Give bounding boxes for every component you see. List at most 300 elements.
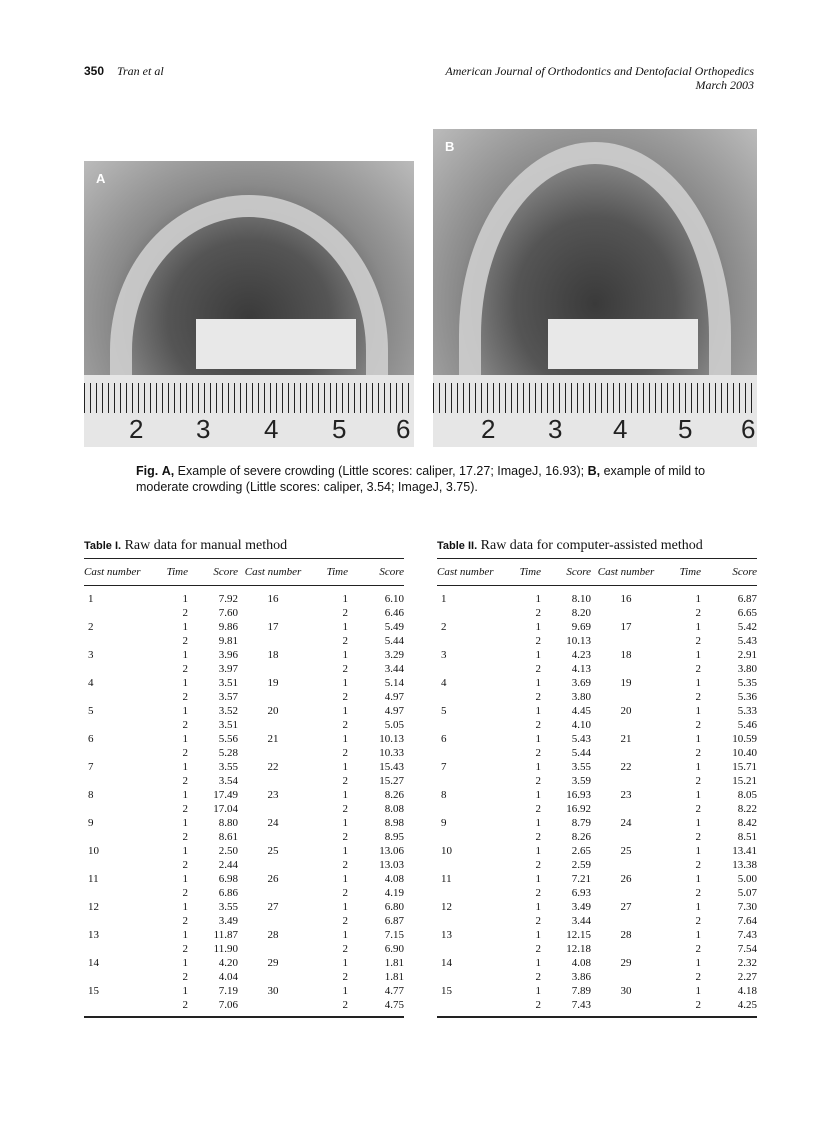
cast-number bbox=[238, 942, 308, 956]
time: 1 bbox=[695, 705, 701, 717]
table-row bbox=[437, 606, 757, 620]
time: 2 bbox=[342, 971, 348, 983]
cast-number bbox=[84, 998, 148, 1012]
table-title: Raw data for manual method bbox=[124, 538, 288, 553]
time: 2 bbox=[695, 999, 701, 1011]
cast-number: 18 bbox=[620, 649, 632, 661]
score: 3.97 bbox=[218, 663, 238, 675]
time: 2 bbox=[535, 943, 541, 955]
figure-panel-a bbox=[84, 161, 414, 447]
column-header: Time bbox=[519, 566, 541, 578]
time: 1 bbox=[535, 733, 541, 745]
time: 1 bbox=[182, 789, 188, 801]
time: 1 bbox=[695, 761, 701, 773]
cast-number bbox=[591, 690, 661, 704]
time: 1 bbox=[342, 733, 348, 745]
ruler bbox=[84, 375, 414, 447]
score: 9.81 bbox=[218, 635, 238, 647]
score: 3.57 bbox=[218, 691, 238, 703]
column-header: Time bbox=[326, 566, 348, 578]
time: 1 bbox=[695, 901, 701, 913]
score: 5.33 bbox=[737, 705, 757, 717]
score: 8.80 bbox=[218, 817, 238, 829]
cast-number: 26 bbox=[267, 873, 279, 885]
cast-number bbox=[591, 718, 661, 732]
cast-number bbox=[238, 662, 308, 676]
column-header: Score bbox=[379, 566, 404, 578]
cast-number bbox=[238, 774, 308, 788]
score: 2.65 bbox=[571, 845, 591, 857]
cast-number bbox=[84, 830, 148, 844]
score: 3.44 bbox=[384, 663, 404, 675]
score: 15.71 bbox=[732, 761, 757, 773]
cast-number bbox=[84, 774, 148, 788]
time: 2 bbox=[182, 999, 188, 1011]
table-row bbox=[437, 830, 757, 844]
time: 2 bbox=[695, 775, 701, 787]
running-authors: Tran et al bbox=[117, 64, 164, 78]
cast-number bbox=[437, 998, 501, 1012]
score: 4.75 bbox=[384, 999, 404, 1011]
time: 2 bbox=[695, 663, 701, 675]
cast-number: 21 bbox=[267, 733, 279, 745]
table-row bbox=[437, 886, 757, 900]
score: 3.52 bbox=[218, 705, 238, 717]
score: 7.15 bbox=[384, 929, 404, 941]
score: 4.25 bbox=[737, 999, 757, 1011]
score: 6.87 bbox=[384, 915, 404, 927]
score: 8.22 bbox=[737, 803, 757, 815]
score: 4.13 bbox=[571, 663, 591, 675]
score: 3.86 bbox=[571, 971, 591, 983]
score: 2.27 bbox=[737, 971, 757, 983]
time: 1 bbox=[342, 957, 348, 969]
time: 2 bbox=[535, 719, 541, 731]
score: 4.77 bbox=[384, 985, 404, 997]
time: 2 bbox=[695, 887, 701, 899]
score: 5.14 bbox=[384, 677, 404, 689]
cast-number: 3 bbox=[88, 649, 94, 661]
score: 7.21 bbox=[571, 873, 591, 885]
time: 2 bbox=[182, 607, 188, 619]
table-row bbox=[437, 662, 757, 676]
score: 8.10 bbox=[571, 593, 591, 605]
time: 1 bbox=[695, 985, 701, 997]
cast-number: 9 bbox=[441, 817, 447, 829]
caption-a-text: Example of severe crowding (Little scores: caliper, 17.27; ImageJ, 16.93); bbox=[174, 464, 585, 478]
cast-number bbox=[238, 746, 308, 760]
time: 1 bbox=[535, 705, 541, 717]
table-row bbox=[437, 802, 757, 816]
table-row bbox=[437, 704, 757, 718]
score: 3.49 bbox=[571, 901, 591, 913]
table-row bbox=[437, 984, 757, 998]
cast-number bbox=[84, 690, 148, 704]
time: 2 bbox=[342, 999, 348, 1011]
score: 3.59 bbox=[571, 775, 591, 787]
time: 1 bbox=[535, 929, 541, 941]
score: 5.35 bbox=[737, 677, 757, 689]
cast-number bbox=[84, 606, 148, 620]
cast-number: 14 bbox=[88, 957, 99, 969]
time: 1 bbox=[182, 649, 188, 661]
table-row bbox=[84, 746, 404, 760]
table-row bbox=[437, 914, 757, 928]
cast-number: 23 bbox=[620, 789, 632, 801]
table-row bbox=[84, 942, 404, 956]
score: 13.06 bbox=[379, 845, 404, 857]
cast-number: 25 bbox=[620, 845, 632, 857]
time: 2 bbox=[535, 831, 541, 843]
score: 8.05 bbox=[737, 789, 757, 801]
cast-number: 20 bbox=[267, 705, 279, 717]
time: 1 bbox=[182, 677, 188, 689]
cast-number: 8 bbox=[441, 789, 447, 801]
table-manual bbox=[84, 538, 404, 1018]
cast-number bbox=[84, 802, 148, 816]
time: 1 bbox=[695, 957, 701, 969]
time: 2 bbox=[342, 859, 348, 871]
time: 1 bbox=[535, 873, 541, 885]
panel-label: A bbox=[96, 171, 106, 186]
cast-number bbox=[84, 718, 148, 732]
time: 2 bbox=[535, 971, 541, 983]
score: 10.13 bbox=[566, 635, 591, 647]
cast-number bbox=[591, 662, 661, 676]
ruler-ticks bbox=[84, 383, 414, 413]
score: 7.64 bbox=[737, 915, 757, 927]
score: 9.86 bbox=[218, 621, 238, 633]
cast-number bbox=[437, 662, 501, 676]
score: 8.08 bbox=[384, 803, 404, 815]
time: 2 bbox=[342, 887, 348, 899]
table-row bbox=[84, 606, 404, 620]
time: 2 bbox=[342, 831, 348, 843]
table-row bbox=[437, 956, 757, 970]
cast-number: 24 bbox=[267, 817, 279, 829]
cast-number bbox=[591, 606, 661, 620]
cast-number: 8 bbox=[88, 789, 94, 801]
cast-number: 28 bbox=[620, 929, 632, 941]
table-caption bbox=[437, 538, 757, 558]
table-row bbox=[437, 690, 757, 704]
score: 6.46 bbox=[384, 607, 404, 619]
score: 6.86 bbox=[218, 887, 238, 899]
table-row bbox=[437, 774, 757, 788]
cast-number: 23 bbox=[267, 789, 279, 801]
time: 2 bbox=[535, 663, 541, 675]
ruler-number: 3 bbox=[196, 414, 211, 444]
table-row bbox=[437, 620, 757, 634]
time: 2 bbox=[695, 831, 701, 843]
score: 16.92 bbox=[566, 803, 591, 815]
cast-number bbox=[591, 830, 661, 844]
cast-number: 27 bbox=[267, 901, 279, 913]
time: 1 bbox=[695, 873, 701, 885]
cast-number: 28 bbox=[267, 929, 279, 941]
cast-number: 5 bbox=[88, 705, 94, 717]
cast-number bbox=[84, 942, 148, 956]
table-row bbox=[84, 858, 404, 872]
score: 3.51 bbox=[218, 677, 238, 689]
score: 3.29 bbox=[384, 649, 404, 661]
cast-number: 22 bbox=[620, 761, 632, 773]
time: 1 bbox=[535, 677, 541, 689]
score: 7.43 bbox=[737, 929, 757, 941]
score: 2.59 bbox=[571, 859, 591, 871]
cast-number bbox=[591, 774, 661, 788]
score: 15.43 bbox=[379, 761, 404, 773]
time: 2 bbox=[535, 915, 541, 927]
ruler-number: 2 bbox=[481, 414, 496, 444]
time: 1 bbox=[695, 621, 701, 633]
table-row bbox=[84, 900, 404, 914]
figure-caption bbox=[136, 463, 716, 495]
time: 2 bbox=[695, 607, 701, 619]
time: 1 bbox=[695, 733, 701, 745]
score: 17.49 bbox=[213, 789, 238, 801]
cast-number bbox=[84, 886, 148, 900]
column-header: Cast number bbox=[437, 566, 494, 578]
time: 1 bbox=[182, 817, 188, 829]
score: 6.93 bbox=[571, 887, 591, 899]
table-row bbox=[437, 998, 757, 1012]
score: 3.80 bbox=[737, 663, 757, 675]
score: 4.97 bbox=[384, 705, 404, 717]
score: 8.95 bbox=[384, 831, 404, 843]
score: 1.81 bbox=[384, 971, 404, 983]
cast-number: 16 bbox=[620, 593, 632, 605]
table-row bbox=[437, 676, 757, 690]
score: 13.38 bbox=[732, 859, 757, 871]
score: 11.90 bbox=[213, 943, 238, 955]
score: 2.44 bbox=[218, 859, 238, 871]
score: 11.87 bbox=[213, 929, 238, 941]
score: 10.33 bbox=[379, 747, 404, 759]
cast-number bbox=[591, 942, 661, 956]
time: 2 bbox=[342, 747, 348, 759]
cast-number bbox=[437, 718, 501, 732]
table-row bbox=[437, 634, 757, 648]
cast-number: 19 bbox=[620, 677, 632, 689]
time: 1 bbox=[535, 761, 541, 773]
ruler-number: 4 bbox=[613, 414, 628, 444]
page-number: 350 bbox=[84, 64, 105, 78]
cast-number: 24 bbox=[620, 817, 632, 829]
score: 4.04 bbox=[218, 971, 238, 983]
cast-number: 12 bbox=[441, 901, 452, 913]
time: 1 bbox=[535, 901, 541, 913]
table-row bbox=[84, 620, 404, 634]
cast-number: 6 bbox=[88, 733, 94, 745]
cast-number bbox=[238, 830, 308, 844]
cast-number: 10 bbox=[441, 845, 452, 857]
ruler-number: 6 bbox=[396, 414, 411, 444]
cast-number: 15 bbox=[441, 985, 452, 997]
cast-number: 1 bbox=[88, 593, 94, 605]
table-row bbox=[437, 746, 757, 760]
score: 2.50 bbox=[218, 845, 238, 857]
cast-number: 11 bbox=[88, 873, 99, 885]
score: 4.18 bbox=[737, 985, 757, 997]
time: 1 bbox=[342, 677, 348, 689]
cast-number: 7 bbox=[88, 761, 94, 773]
table-bottom-rule bbox=[437, 1016, 757, 1018]
time: 1 bbox=[342, 761, 348, 773]
score: 12.15 bbox=[566, 929, 591, 941]
table-row bbox=[84, 690, 404, 704]
cast-number bbox=[591, 914, 661, 928]
time: 2 bbox=[535, 887, 541, 899]
score: 5.00 bbox=[737, 873, 757, 885]
time: 1 bbox=[342, 985, 348, 997]
time: 2 bbox=[535, 859, 541, 871]
cast-number: 10 bbox=[88, 845, 99, 857]
score: 6.10 bbox=[384, 593, 404, 605]
score: 6.80 bbox=[384, 901, 404, 913]
ruler-number: 2 bbox=[129, 414, 144, 444]
time: 2 bbox=[342, 635, 348, 647]
cast-number: 22 bbox=[267, 761, 279, 773]
time: 1 bbox=[342, 817, 348, 829]
table-row bbox=[84, 956, 404, 970]
cast-number bbox=[84, 662, 148, 676]
cast-number bbox=[84, 914, 148, 928]
cast-number bbox=[437, 970, 501, 984]
time: 2 bbox=[342, 775, 348, 787]
cast-number bbox=[238, 718, 308, 732]
column-header: Cast number bbox=[597, 566, 655, 578]
caption-b-text: example of mild to moderate crowding (Little scores: caliper, 3.54; ImageJ, 3.75). bbox=[136, 464, 706, 494]
score: 5.44 bbox=[384, 635, 404, 647]
score: 7.06 bbox=[218, 999, 238, 1011]
time: 1 bbox=[182, 621, 188, 633]
time: 1 bbox=[342, 789, 348, 801]
score: 4.45 bbox=[571, 705, 591, 717]
time: 2 bbox=[695, 859, 701, 871]
table-row bbox=[84, 704, 404, 718]
time: 2 bbox=[182, 775, 188, 787]
cast-number bbox=[437, 858, 501, 872]
score: 16.93 bbox=[566, 789, 591, 801]
score: 8.42 bbox=[737, 817, 757, 829]
time: 2 bbox=[182, 691, 188, 703]
table-title: Raw data for computer-assisted method bbox=[480, 538, 703, 553]
score: 4.20 bbox=[218, 957, 238, 969]
cast-number: 26 bbox=[620, 873, 632, 885]
score: 7.60 bbox=[218, 607, 238, 619]
table-row bbox=[84, 774, 404, 788]
ruler-number: 3 bbox=[548, 414, 563, 444]
caption-fig-label: Fig. bbox=[136, 464, 159, 478]
score: 5.56 bbox=[218, 733, 238, 745]
time: 1 bbox=[342, 593, 348, 605]
score: 3.55 bbox=[571, 761, 591, 773]
cast-number bbox=[238, 998, 308, 1012]
score: 3.44 bbox=[571, 915, 591, 927]
time: 2 bbox=[535, 607, 541, 619]
time: 2 bbox=[535, 691, 541, 703]
score: 15.21 bbox=[732, 775, 757, 787]
score: 17.04 bbox=[213, 803, 238, 815]
time: 1 bbox=[182, 957, 188, 969]
table-row bbox=[84, 928, 404, 942]
column-header: Cast number bbox=[244, 566, 302, 578]
time: 1 bbox=[535, 845, 541, 857]
score: 2.91 bbox=[737, 649, 757, 661]
score: 5.43 bbox=[737, 635, 757, 647]
cast-number: 17 bbox=[267, 621, 279, 633]
table-row bbox=[84, 592, 404, 606]
table-row bbox=[84, 648, 404, 662]
table-row bbox=[84, 886, 404, 900]
time: 2 bbox=[695, 971, 701, 983]
table-row bbox=[437, 760, 757, 774]
time: 2 bbox=[695, 635, 701, 647]
time: 1 bbox=[182, 593, 188, 605]
table-row bbox=[437, 816, 757, 830]
table-row bbox=[84, 830, 404, 844]
ruler bbox=[433, 375, 757, 447]
cast-number: 30 bbox=[267, 985, 279, 997]
time: 1 bbox=[695, 929, 701, 941]
time: 1 bbox=[535, 817, 541, 829]
score: 4.19 bbox=[384, 887, 404, 899]
score: 7.30 bbox=[737, 901, 757, 913]
cast-number: 25 bbox=[267, 845, 279, 857]
cast-number: 15 bbox=[88, 985, 99, 997]
table-row bbox=[437, 718, 757, 732]
score: 10.13 bbox=[379, 733, 404, 745]
score: 15.27 bbox=[379, 775, 404, 787]
time: 2 bbox=[535, 803, 541, 815]
table-label: Table II. bbox=[437, 540, 478, 552]
score: 4.08 bbox=[384, 873, 404, 885]
table-computer-assisted bbox=[437, 538, 757, 1018]
cast-base bbox=[196, 319, 356, 369]
score: 3.55 bbox=[218, 901, 238, 913]
cast-number: 27 bbox=[620, 901, 632, 913]
time: 1 bbox=[182, 985, 188, 997]
time: 1 bbox=[342, 873, 348, 885]
cast-number: 2 bbox=[88, 621, 94, 633]
score: 3.51 bbox=[218, 719, 238, 731]
table-row bbox=[84, 662, 404, 676]
time: 1 bbox=[342, 705, 348, 717]
cast-number: 5 bbox=[441, 705, 447, 717]
score: 8.98 bbox=[384, 817, 404, 829]
score: 7.54 bbox=[737, 943, 757, 955]
table-row bbox=[437, 844, 757, 858]
table-header bbox=[437, 559, 757, 585]
time: 2 bbox=[182, 943, 188, 955]
time: 1 bbox=[342, 929, 348, 941]
score: 1.81 bbox=[384, 957, 404, 969]
time: 1 bbox=[535, 957, 541, 969]
score: 4.23 bbox=[571, 649, 591, 661]
table-row bbox=[437, 942, 757, 956]
time: 2 bbox=[182, 887, 188, 899]
time: 1 bbox=[535, 985, 541, 997]
time: 2 bbox=[342, 915, 348, 927]
cast-number: 29 bbox=[267, 957, 279, 969]
score: 5.05 bbox=[384, 719, 404, 731]
score: 3.80 bbox=[571, 691, 591, 703]
cast-number bbox=[591, 634, 661, 648]
figure-panel-b bbox=[433, 129, 757, 447]
table-row bbox=[84, 718, 404, 732]
score: 7.92 bbox=[218, 593, 238, 605]
